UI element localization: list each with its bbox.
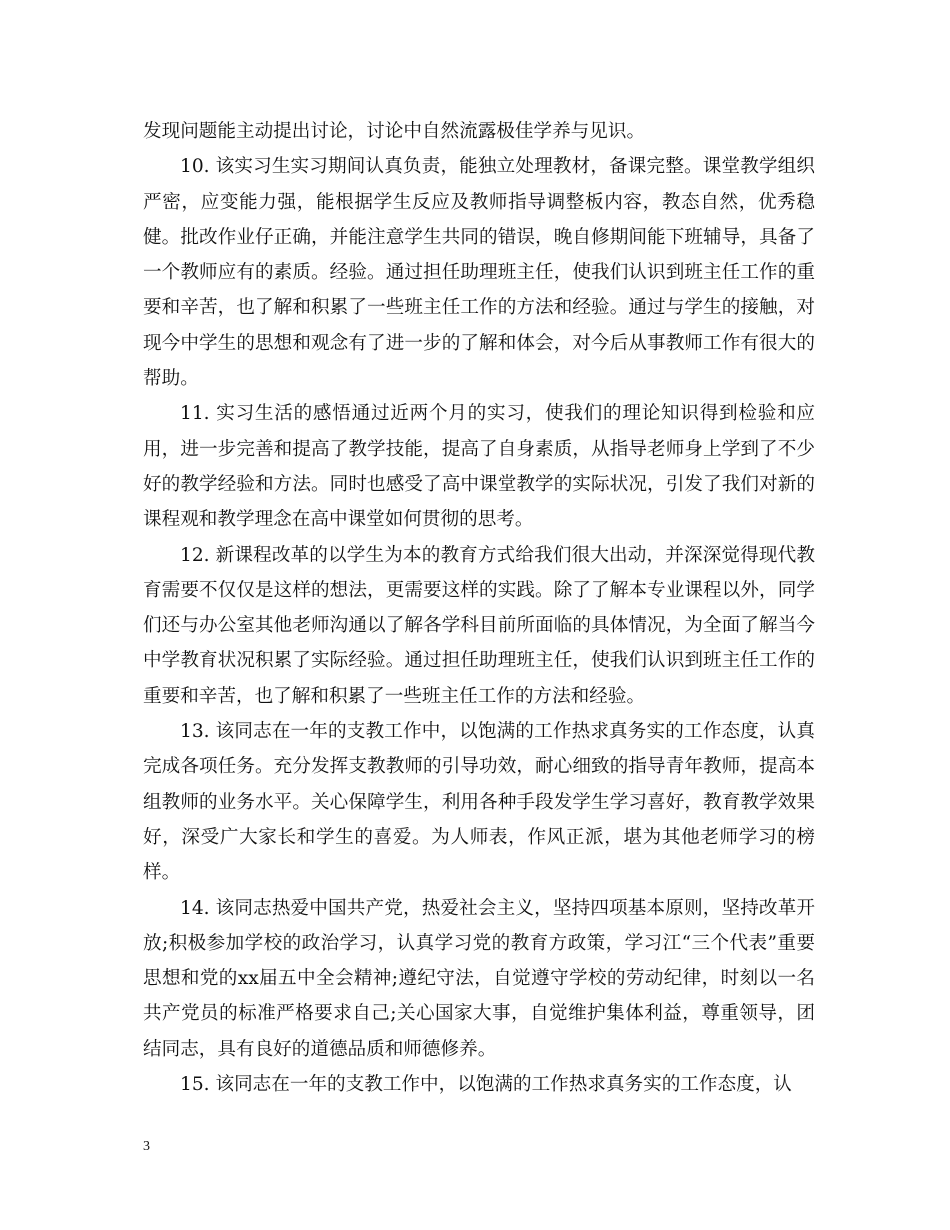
paragraph: 10. 该实习生实习期间认真负责，能独立处理教材，备课完整。课堂教学组织严密，应变能力强，能根据学生反应及教师指导调整板内容，教态自然，优秀稳健。批改作业仔正确，并能注意学生共同的错误，晚自修期间能下班辅导，具备了一个教师应有的素质。经验。通过担任助理班主任，使我们认识到班主任工作的重要和辛苦，也了解和积累了一些班主任工作的方法和经验。通过与学生的接触，对现今中学生的思想和观念有了进一步的了解和体会，对今后从事教师工作有很大的帮助。 (143, 156, 815, 390)
paragraph: 15. 该同志在一年的支教工作中，以饱满的工作热求真务实的工作态度，认 (180, 1074, 792, 1096)
page-number: 3 (143, 1139, 150, 1154)
document-body (143, 114, 815, 1102)
paragraph: 11. 实习生活的感悟通过近两个月的实习，使我们的理论知识得到检验和应用，进一步完善和提高了教学技能，提高了自身素质，从指导老师身上学到了不少好的教学经验和方法。同时也感受了高中课堂教学的实际状况，引发了我们对新的课程观和教学理念在高中课堂如何贯彻的思考。 (143, 403, 815, 531)
paragraph: 发现问题能主动提出讨论，讨论中自然流露极佳学养与见识。 (143, 121, 646, 142)
paragraph: 14. 该同志热爱中国共产党，热爱社会主义，坚持四项基本原则，坚持改革开放;积极参加学校的政治学习，认真学习党的教育方政策，学习江“三个代表”重要思想和党的xx届五中全会精神;遵纪守法，自觉遵守学校的劳动纪律，时刻以一名共产党员的标准严格要求自己;关心国家大事，自觉维护集体利益，尊重领导，团结同志，具有良好的道德品质和师德修养。 (143, 897, 815, 1060)
paragraph: 12. 新课程改革的以学生为本的教育方式给我们很大出动，并深深觉得现代教育需要不仅仅是这样的想法，更需要这样的实践。除了了解本专业课程以外，同学们还与办公室其他老师沟通以了解各学科目前所面临的具体情况，为全面了解当今中学教育状况积累了实际经验。通过担任助理班主任，使我们认识到班主任工作的重要和辛苦，也了解和积累了一些班主任工作的方法和经验。 (143, 544, 815, 707)
paragraph: 13. 该同志在一年的支教工作中，以饱满的工作热求真务实的工作态度，认真完成各项任务。充分发挥支教教师的引导功效，耐心细致的指导青年教师，提高本组教师的业务水平。关心保障学生，利用各种手段发学生学习喜好，教育教学效果好，深受广大家长和学生的喜爱。为人师表，作风正派，堪为其他老师学习的榜样。 (143, 721, 815, 884)
